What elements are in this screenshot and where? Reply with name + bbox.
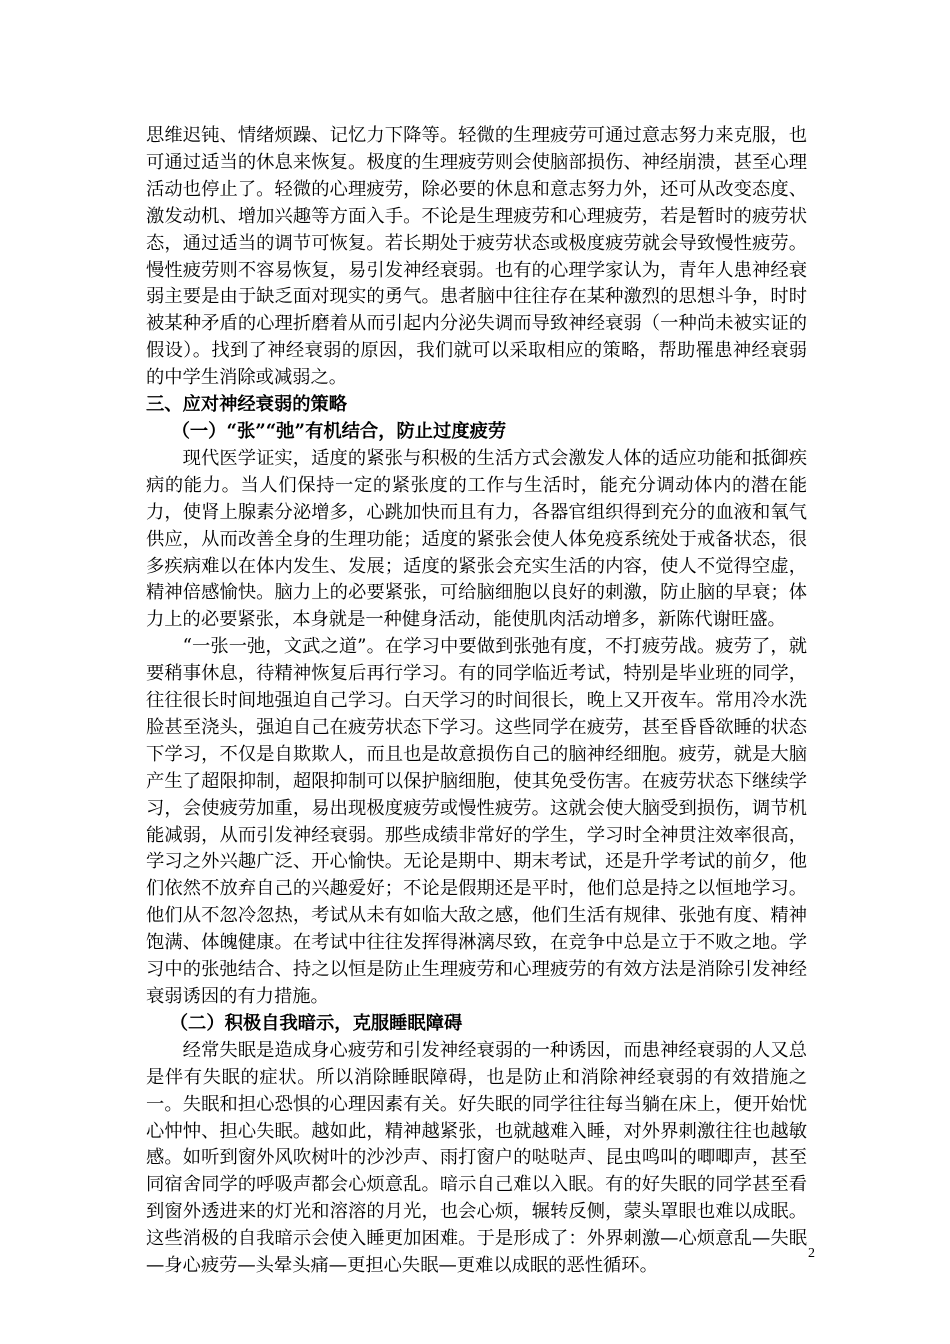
- section-heading: 三、应对神经衰弱的策略: [146, 394, 348, 416]
- paragraph-continuation: 思维迟钝、情绪烦躁、记忆力下降等。轻微的生理疲劳可通过意志努力来克服，也可通过适当的休息来恢复。极度的生理疲劳则会使脑部损伤、神经崩溃，甚至心理活动也停止了。轻微的心理疲劳，除必要的休息和意志努力外，还可从改变态度、激发动机、增加兴趣等方面入手。不论是生理疲劳和心理疲劳，若是暂时的疲劳状态，通过适当的调节可恢复。若长期处于疲劳状态或极度疲劳就会导致慢性疲劳。慢性疲劳则不容易恢复，易引发神经衰弱。也有的心理学家认为，青年人患神经衰弱主要是由于缺乏面对现实的勇气。患者脑中往往存在某种激烈的思想斗争，时时被某种矛盾的心理折磨着从而引起内分泌失调而导致神经衰弱（一种尚未被实证的假设）。找到了神经衰弱的原因，我们就可以采取相应的策略，帮助罹患神经衰弱的中学生消除或减弱之。: [146, 125, 807, 389]
- document-body: [146, 123, 807, 1280]
- paragraph: “一张一弛，文武之道”。在学习中要做到张弛有度，不打疲劳战。疲劳了，就要稍事休息，待精神恢复后再行学习。有的同学临近考试，特别是毕业班的同学，往往很长时间地强迫自己学习。白天学习的时间很长，晚上又开夜车。常用冷水洗脸甚至浇头，强迫自己在疲劳状态下学习。这些同学在疲劳，甚至昏昏欲睡的状态下学习，不仅是自欺欺人，而且也是故意损伤自己的脑神经细胞。疲劳，就是大脑产生了超限抑制，超限抑制可以保护脑细胞，使其免受伤害。在疲劳状态下继续学习，会使疲劳加重，易出现极度疲劳或慢性疲劳。这就会使大脑受到损伤，调节机能减弱，从而引发神经衰弱。那些成绩非常好的学生，学习时全神贯注效率很高，学习之外兴趣广泛、开心愉快。无论是期中、期末考试，还是升学考试的前夕，他们依然不放弃自己的兴趣爱好；不论是假期还是平时，他们总是持之以恒地学习。他们从不忽冷忽热，考试从未有如临大敌之感，他们生活有规律、张弛有度、精神饱满、体魄健康。在考试中往往发挥得淋漓尽致，在竞争中总是立于不败之地。学习中的张弛结合、持之以恒是防止生理疲劳和心理疲劳的有效方法是消除引发神经衰弱诱因的有力措施。: [146, 636, 807, 1007]
- page-number: 2: [808, 1246, 815, 1261]
- subsection-heading-1: （一）“张”“弛”有机结合，防止过度疲劳: [171, 420, 507, 442]
- paragraph: 经常失眠是造成身心疲劳和引发神经衰弱的一种诱因，而患神经衰弱的人又总是伴有失眠的症状。所以消除睡眠障碍，也是防止和消除神经衰弱的有效措施之一。失眠和担心恐惧的心理因素有关。好失眠的同学往往每当躺在床上，便开始忧心忡忡、担心失眠。越如此，精神越紧张，也就越难入睡，对外界刺激往往也越敏感。如听到窗外风吹树叶的沙沙声、雨打窗户的哒哒声、昆虫鸣叫的唧唧声，甚至同宿舍同学的呼吸声都会心烦意乱。暗示自己难以入眠。有的好失眠的同学甚至看到窗外透进来的灯光和溶溶的月光，也会心烦，辗转反侧，蒙头罩眼也难以成眠。这些消极的自我暗示会使入睡更加困难。于是形成了：外界刺激—心烦意乱—失眠—身心疲劳—头晕头痛—更担心失眠—更难以成眠的恶性循环。: [146, 1039, 807, 1277]
- paragraph: 现代医学证实，适度的紧张与积极的生活方式会激发人体的适应功能和抵御疾病的能力。当人们保持一定的紧张度的工作与生活时，能充分调动体内的潜在能力，使肾上腺素分泌增多，心跳加快而且有力，各器官组织得到充分的血液和氧气供应，从而改善全身的生理功能；适度的紧张会使人体免疫系统处于戒备状态，很多疾病难以在体内发生、发展；适度的紧张会充实生活的内容，使人不觉得空虚，精神倍感愉快。脑力上的必要紧张，可给脑细胞以良好的刺激，防止脑的早衰；体力上的必要紧张，本身就是一种健身活动，能使肌肉活动增多，新陈代谢旺盛。: [146, 447, 807, 631]
- subsection-heading-2: （二）积极自我暗示，克服睡眠障碍: [169, 1012, 463, 1034]
